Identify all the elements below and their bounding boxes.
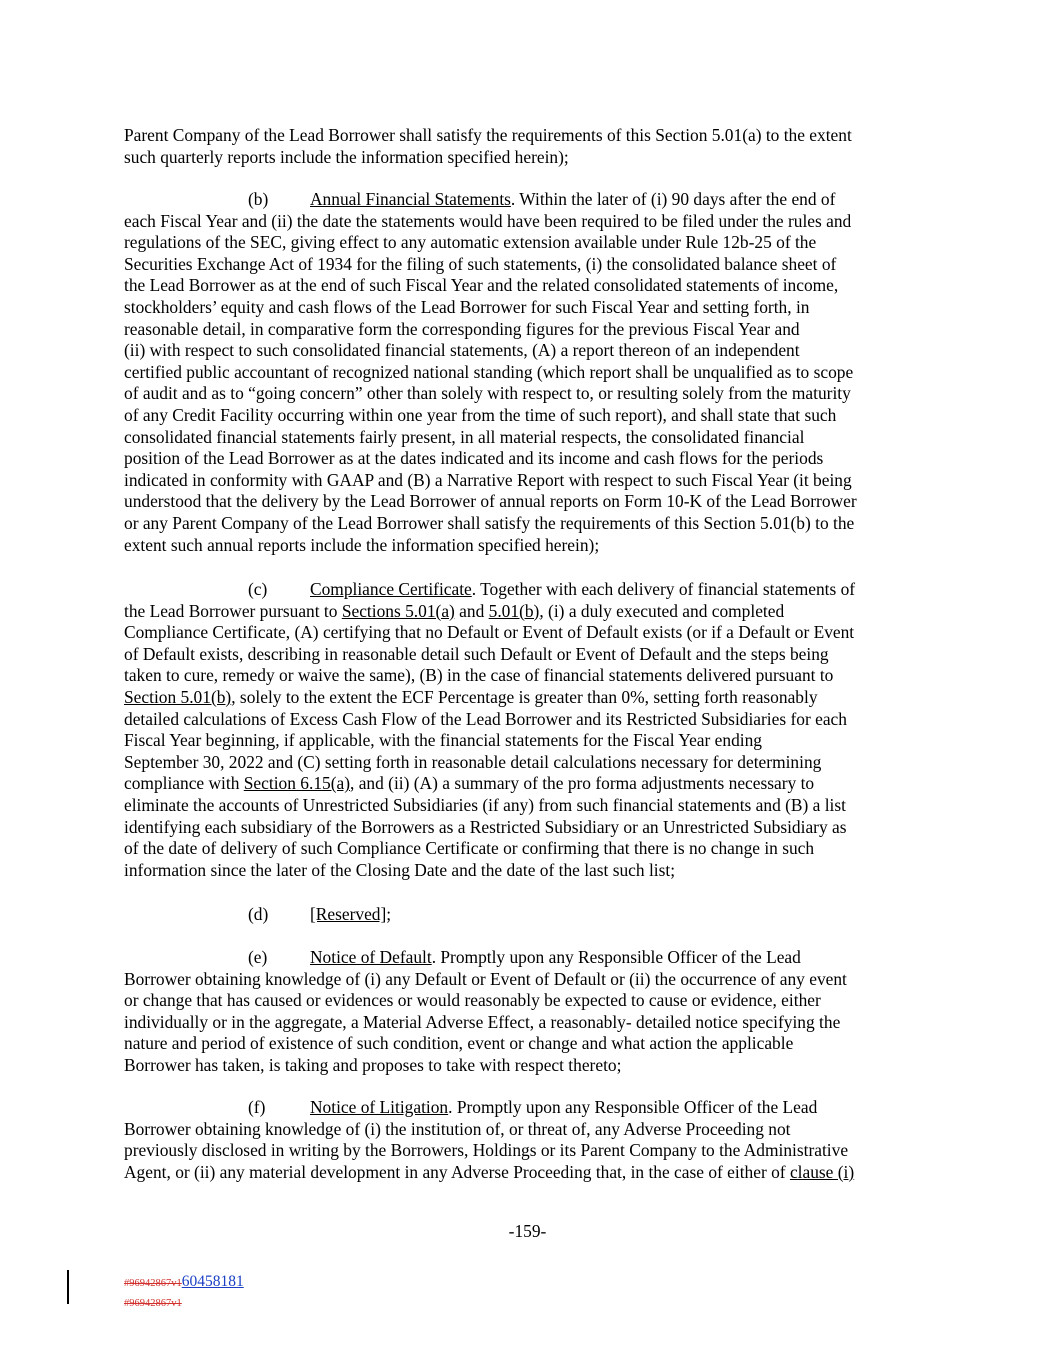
paragraph-continuation: [124, 125, 930, 168]
text-line: of audit and as to “going concern” other than solely with respect to, or resulting solely from the maturity: [124, 383, 851, 404]
text-line: detailed calculations of Excess Cash Flow of the Lead Borrower and its Restricted Subsidiaries for each: [124, 708, 847, 729]
text-line: September 30, 2022 and (C) setting forth in reasonable detail calculations necessary for determining: [124, 751, 822, 772]
text-line: Securities Exchange Act of 1934 for the filing of such statements, (i) the consolidated balance sheet of: [124, 253, 837, 274]
text-span: the Lead Borrower pursuant to: [124, 600, 342, 621]
clause-number: (e): [248, 947, 268, 967]
text-line: Borrower has taken, is taking and proposes to take with respect thereto;: [124, 1054, 622, 1075]
text-span: compliance with: [124, 773, 244, 794]
text-span: , and (ii) (A) a summary of the pro forma adjustments necessary to: [350, 773, 815, 794]
paragraph-first-line: [124, 904, 930, 926]
text-line: understood that the delivery by the Lead Borrower of annual reports on Form 10-K of the Lead Borrower: [124, 491, 857, 512]
clause-number: (d): [248, 904, 269, 924]
text-line: extent such annual reports include the information specified herein);: [124, 534, 600, 555]
clause-number: (f): [248, 1097, 266, 1117]
cross-reference: Section 6.15(a): [243, 773, 351, 794]
text-line: or any Parent Company of the Lead Borrower shall satisfy the requirements of this Section 5.01(b) to the: [124, 512, 855, 533]
cross-reference: clause (i): [789, 1161, 855, 1182]
text-line: certified public accountant of recognized national standing (which report shall be unqualified as to scope: [124, 361, 854, 382]
document-id-line: [124, 1272, 244, 1292]
text-line: [124, 773, 930, 795]
text-line: consolidated financial statements fairly present, in all material respects, the consolidated financial: [124, 426, 805, 447]
clause-number: (c): [248, 579, 268, 599]
cross-reference: Sections 5.01(a): [341, 600, 455, 621]
text-line: indicated in conformity with GAAP and (B) a Narrative Report with respect to such Fiscal Year (it being: [124, 469, 852, 490]
text-line: (ii) with respect to such consolidated financial statements, (A) a report thereon of an independent: [124, 340, 800, 361]
text-line: previously disclosed in writing by the Borrowers, Holdings or its Parent Company to the Administrative: [124, 1140, 849, 1161]
text-span: Agent, or (ii) any material development in any Adverse Proceeding that, in the case of either of: [124, 1161, 790, 1182]
text-line: information since the later of the Closing Date and the date of the last such list;: [124, 859, 676, 880]
paragraph-b-annual-financial-statements: [124, 189, 930, 556]
text-line: Borrower obtaining knowledge of (i) the institution of, or threat of, any Adverse Proceeding not: [124, 1118, 791, 1139]
text-line: identifying each subsidiary of the Borrowers as a Restricted Subsidiary or an Unrestricted Subsidiary as: [124, 816, 847, 837]
text-line: Fiscal Year beginning, if applicable, with the financial statements for the Fiscal Year ending: [124, 730, 762, 751]
text-line: the Lead Borrower as at the end of such Fiscal Year and the related consolidated statements of income,: [124, 275, 839, 296]
text-line: position of the Lead Borrower as at the dates indicated and its income and cash flows for the periods: [124, 448, 824, 469]
text-line: eliminate the accounts of Unrestricted Subsidiaries (if any) from such financial statements and (B) a list: [124, 794, 846, 815]
clause-number: (b): [248, 189, 269, 209]
section-heading: Notice of Default: [310, 947, 432, 967]
text-line: of Default exists, describing in reasonable detail such Default or Event of Default and the steps being: [124, 643, 829, 664]
text-span: . Promptly upon any Responsible Officer of the Lead: [431, 947, 801, 967]
text-line: Borrower obtaining knowledge of (i) any Default or Event of Default or (ii) the occurrence of any event: [124, 968, 847, 989]
paragraph-d-reserved: [124, 904, 930, 926]
footer-document-id: [124, 1272, 244, 1312]
paragraph-c-compliance-certificate: [124, 579, 930, 881]
text-line: [124, 687, 930, 709]
text-line: [124, 1162, 930, 1184]
text-line: [124, 601, 930, 623]
text-line: taken to cure, remedy or waive the same), (B) in the case of financial statements delivered pursuant to: [124, 665, 834, 686]
paragraph-first-line: [124, 189, 930, 211]
paragraph-e-notice-of-default: [124, 947, 930, 1077]
text-span: . Within the later of (i) 90 days after the end of: [510, 189, 836, 209]
deleted-document-id: #96942867v1: [124, 1298, 182, 1309]
text-line: regulations of the SEC, giving effect to any automatic extension available under Rule 12b-25 of the: [124, 232, 817, 253]
text-span: and: [454, 600, 489, 621]
text-line: or change that has caused or evidences or would reasonably be expected to cause or evidence, either: [124, 990, 821, 1011]
text-line: Parent Company of the Lead Borrower shall satisfy the requirements of this Section 5.01(a) to the extent: [124, 125, 852, 145]
text-line: each Fiscal Year and (ii) the date the statements would have been required to be filed under the rules and: [124, 210, 852, 231]
deleted-document-id: #96942867v1: [124, 1278, 182, 1289]
text-span: . Promptly upon any Responsible Officer of the Lead: [448, 1097, 818, 1117]
text-line: of any Credit Facility occurring within one year from the time of such report), and shall state that such: [124, 404, 837, 425]
paragraph-first-line: [124, 1097, 930, 1119]
text-line: such quarterly reports include the information specified herein);: [124, 146, 569, 167]
text-line: stockholders’ equity and cash flows of the Lead Borrower for such Fiscal Year and setting forth, in: [124, 296, 810, 317]
inserted-document-id: 60458181: [181, 1273, 244, 1290]
paragraph-first-line: [124, 947, 930, 969]
text-span: ;: [386, 904, 392, 924]
change-bar: [67, 1270, 69, 1304]
section-heading: [Reserved]: [310, 904, 387, 924]
cross-reference: Section 5.01(b): [124, 686, 232, 707]
paragraph-first-line: [124, 579, 930, 601]
text-line: of the date of delivery of such Compliance Certificate or confirming that there is no change in such: [124, 838, 815, 859]
section-heading: Notice of Litigation: [310, 1097, 449, 1117]
text-line: nature and period of existence of such condition, event or change and what action the applicable: [124, 1033, 794, 1054]
page-number: -159-: [508, 1221, 547, 1241]
section-heading: Compliance Certificate: [310, 579, 472, 599]
cross-reference: 5.01(b): [488, 600, 540, 621]
document-id-line: [124, 1292, 244, 1312]
text-span: . Together with each delivery of financial statements of: [471, 579, 856, 599]
text-line: reasonable detail, in comparative form the corresponding figures for the previous Fiscal Year and: [124, 318, 800, 339]
paragraph-f-notice-of-litigation: [124, 1097, 930, 1183]
text-span: , (i) a duly executed and completed: [539, 600, 785, 621]
text-line: Compliance Certificate, (A) certifying that no Default or Event of Default exists (or if a Default or Event: [124, 622, 855, 643]
section-heading: Annual Financial Statements: [310, 189, 511, 209]
text-line: individually or in the aggregate, a Material Adverse Effect, a reasonably- detailed notice specifying the: [124, 1011, 841, 1032]
text-span: , solely to the extent the ECF Percentage is greater than 0%, setting forth reasonably: [231, 686, 818, 707]
